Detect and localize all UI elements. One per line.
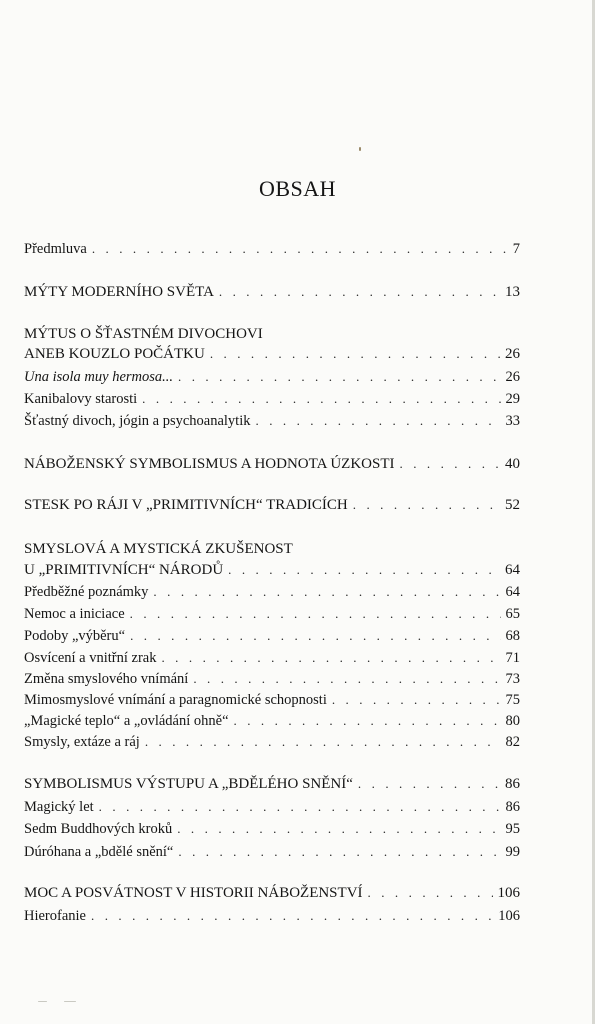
dot-leader: [219, 283, 500, 301]
toc-entry-page: 68: [505, 628, 520, 644]
dot-leader: [368, 884, 493, 902]
toc-entry-text: Dúróhana a „bdělé snění“: [24, 844, 174, 860]
toc-subentry: [24, 583, 520, 601]
toc-entry-text: Předmluva: [24, 241, 87, 257]
dot-leader: [153, 583, 500, 601]
dot-leader: [161, 649, 500, 667]
toc-entry-text: Změna smyslového vnímání: [24, 671, 189, 687]
toc-entry-page: 71: [505, 650, 520, 666]
dot-leader: [228, 561, 500, 579]
toc-entry-page: 29: [505, 391, 520, 407]
toc-subentry: [24, 907, 520, 925]
toc-entry-text: Sedm Buddhových kroků: [24, 821, 173, 837]
paper-speck: [64, 1001, 76, 1002]
toc-entry-text: Mimosmyslové vnímání a paragnomické schopnosti: [24, 692, 327, 708]
toc-subentry: [24, 670, 520, 688]
toc-entry-text: Předběžné poznámky: [24, 584, 149, 600]
toc-subentry: [24, 798, 520, 816]
toc-entry-page: 80: [505, 713, 520, 729]
dot-leader: [178, 368, 500, 386]
toc-entry-page: 13: [505, 284, 520, 300]
toc-subentry: [24, 605, 520, 623]
dot-leader: [91, 907, 493, 925]
toc-entry-text: Nemoc a iniciace: [24, 606, 125, 622]
page-title: OBSAH: [258, 176, 337, 201]
toc-entry-text: „Magické teplo“ a „ovládání ohně“: [24, 713, 229, 729]
toc-entry-page: 95: [505, 821, 520, 837]
dot-leader: [177, 820, 500, 838]
toc-entry-text: Smysly, extáze a ráj: [24, 734, 140, 750]
toc-subentry: [24, 649, 520, 667]
toc-entry-page: 26: [505, 369, 520, 385]
dot-leader: [256, 412, 501, 430]
toc-subentry: [24, 733, 520, 751]
toc-entry-text: ANEB KOUZLO POČÁTKU: [24, 346, 205, 362]
dot-leader: [142, 390, 500, 408]
toc-entry-symbolismus: [24, 775, 520, 793]
toc-subentry: [24, 712, 520, 730]
toc-entry-page: 106: [498, 908, 520, 924]
toc-entry-page: 64: [505, 562, 520, 578]
toc-entry-page: 75: [505, 692, 520, 708]
toc-entry-mytus-line1: MÝTUS O ŠŤASTNÉM DIVOCHOVI: [24, 326, 263, 342]
toc-entry-text: Podoby „výběru“: [24, 628, 126, 644]
toc-subentry: [24, 627, 520, 645]
toc-entry-text: Hierofanie: [24, 908, 86, 924]
toc-entry-page: 99: [505, 844, 520, 860]
toc-subentry: [24, 843, 520, 861]
toc-entry-myty: [24, 283, 520, 301]
toc-entry-text: SYMBOLISMUS VÝSTUPU A „BDĚLÉHO SNĚNÍ“: [24, 776, 353, 792]
toc-entry-mytus: [24, 345, 520, 363]
toc-entry-text: Kanibalovy starosti: [24, 391, 138, 407]
toc-entry-page: 40: [505, 456, 520, 472]
toc-entry-text: Una isola muy hermosa...: [24, 369, 174, 385]
toc-subentry: [24, 412, 520, 430]
toc-entry-text: MOC A POSVÁTNOST V HISTORII NÁBOŽENSTVÍ: [24, 885, 363, 901]
toc-subentry: [24, 820, 520, 838]
dot-leader: [130, 605, 501, 623]
dot-leader: [99, 798, 501, 816]
toc-entry-text: Magický let: [24, 799, 94, 815]
dot-leader: [210, 345, 500, 363]
toc-entry-page: 86: [505, 776, 520, 792]
toc-entry-moc: [24, 884, 520, 902]
toc-entry-page: 82: [505, 734, 520, 750]
toc-entry-page: 33: [505, 413, 520, 429]
toc-entry-text: Šťastný divoch, jógin a psychoanalytik: [24, 413, 251, 429]
toc-entry-smyslova-line1: SMYSLOVÁ A MYSTICKÁ ZKUŠENOST: [24, 541, 293, 557]
dot-leader: [130, 627, 500, 645]
paper-speck: [38, 1001, 47, 1002]
dot-leader: [353, 496, 500, 514]
toc-subentry: [24, 390, 520, 408]
toc-entry-page: 26: [505, 346, 520, 362]
dot-leader: [92, 240, 508, 258]
toc-entry-text: NÁBOŽENSKÝ SYMBOLISMUS A HODNOTA ÚZKOSTI: [24, 456, 395, 472]
toc-subentry: [24, 691, 520, 709]
toc-entry-page: 86: [505, 799, 520, 815]
toc-entry-page: 73: [505, 671, 520, 687]
toc-entry-nabozensky: [24, 455, 520, 473]
toc-subentry: [24, 368, 520, 386]
toc-entry-predmluva: [24, 240, 520, 258]
toc-entry-page: 64: [505, 584, 520, 600]
dot-leader: [400, 455, 501, 473]
dot-leader: [193, 670, 500, 688]
toc-entry-text: U „PRIMITIVNÍCH“ NÁRODŮ: [24, 562, 224, 578]
toc-entry-page: 7: [512, 241, 520, 257]
dot-leader: [234, 712, 501, 730]
toc-entry-text: Osvícení a vnitřní zrak: [24, 650, 157, 666]
toc-entry-page: 65: [505, 606, 520, 622]
dot-leader: [358, 775, 500, 793]
dot-leader: [145, 733, 501, 751]
toc-entry-smyslova: [24, 561, 520, 579]
paper-speck: [359, 147, 361, 151]
toc-entry-text: MÝTY MODERNÍHO SVĚTA: [24, 284, 214, 300]
toc-entry-stesk: [24, 496, 520, 514]
toc-entry-text: STESK PO RÁJI V „PRIMITIVNÍCH“ TRADICÍCH: [24, 497, 348, 513]
toc-entry-page: 106: [497, 885, 520, 901]
dot-leader: [178, 843, 500, 861]
toc-entry-page: 52: [505, 497, 520, 513]
dot-leader: [332, 691, 501, 709]
